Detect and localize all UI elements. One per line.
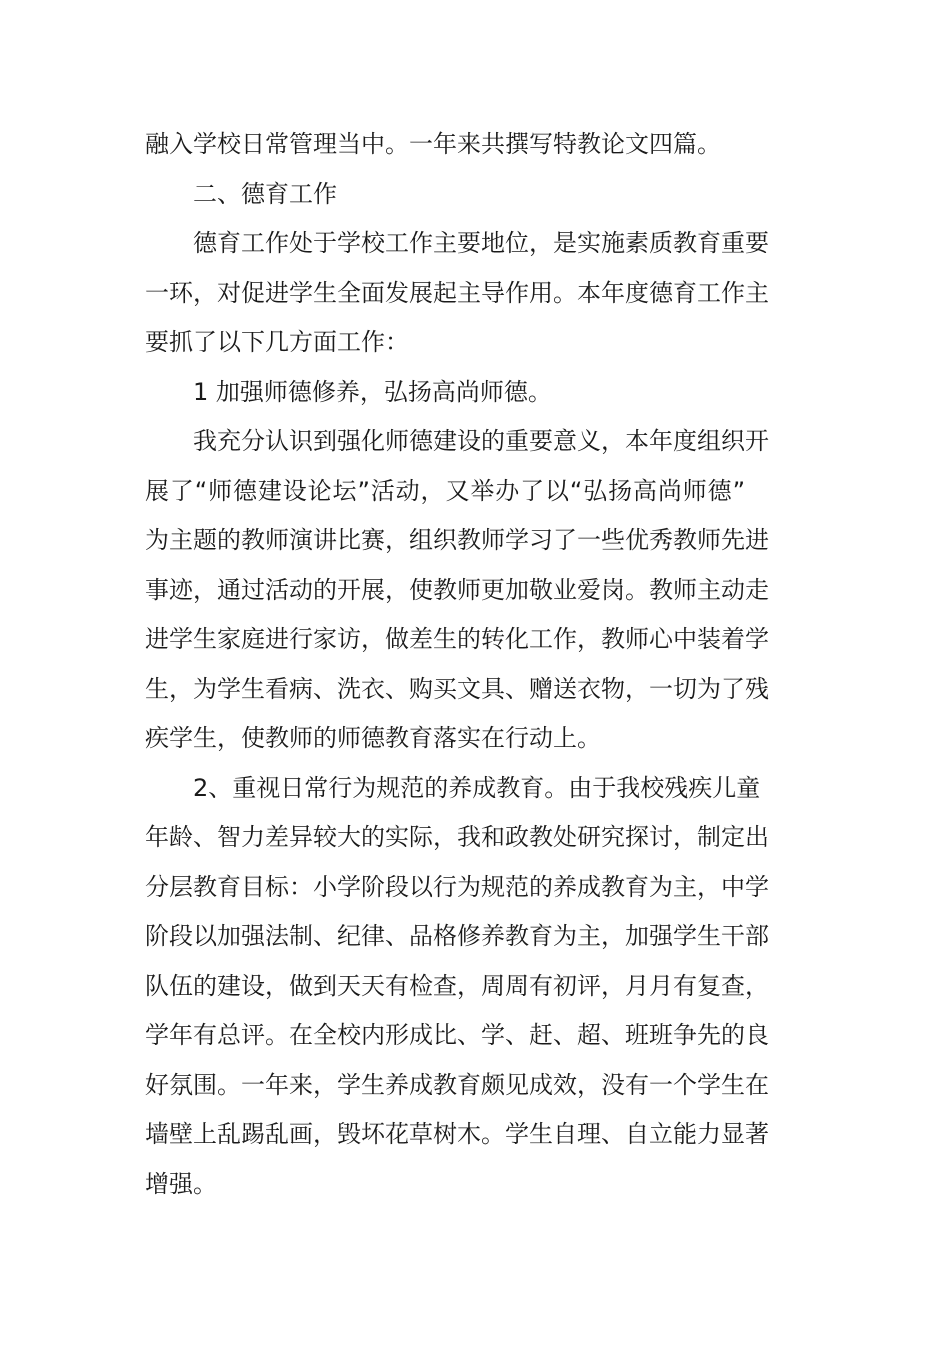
paragraph-line: 为主题的教师演讲比赛，组织教师学习了一些优秀教师先进 <box>145 526 769 554</box>
paragraph-line: 展了“师德建设论坛”活动，又举办了以“弘扬高尚师德” <box>145 476 745 505</box>
subsection-heading: 1 加强师德修养，弘扬高尚师德。 <box>193 377 552 406</box>
paragraph-line: 事迹，通过活动的开展，使教师更加敬业爱岗。教师主动走 <box>145 575 769 604</box>
paragraph-line: 队伍的建设，做到天天有检查，周周有初评，月月有复查， <box>145 971 769 1000</box>
paragraph-line: 我充分认识到强化师德建设的重要意义，本年度组织开 <box>193 427 769 455</box>
document-body <box>145 120 769 1209</box>
paragraph-line: 增强。 <box>145 1169 217 1198</box>
paragraph-line: 墙壁上乱踢乱画，毁坏花草树木。学生自理、自立能力显著 <box>145 1120 769 1148</box>
paragraph-line: 分层教育目标：小学阶段以行为规范的养成教育为主，中学 <box>145 872 769 901</box>
section-heading: 二、德育工作 <box>193 179 337 208</box>
paragraph-line: 要抓了以下几方面工作： <box>145 328 409 356</box>
paragraph-line: 疾学生，使教师的师德教育落实在行动上。 <box>145 724 601 752</box>
paragraph-line: 学年有总评。在全校内形成比、学、赶、超、班班争先的良 <box>145 1021 769 1049</box>
paragraph-line: 一环，对促进学生全面发展起主导作用。本年度德育工作主 <box>145 278 769 307</box>
paragraph-line: 年龄、智力差异较大的实际，我和政教处研究探讨，制定出 <box>145 823 769 851</box>
paragraph-line: 进学生家庭进行家访，做差生的转化工作，教师心中装着学 <box>145 625 769 653</box>
paragraph-line: 融入学校日常管理当中。一年来共撰写特教论文四篇。 <box>145 130 721 158</box>
paragraph-line: 德育工作处于学校工作主要地位，是实施素质教育重要 <box>193 229 769 257</box>
paragraph-line: 生，为学生看病、洗衣、购买文具、赠送衣物，一切为了残 <box>145 674 769 703</box>
paragraph-line: 好氛围。一年来，学生养成教育颇见成效，没有一个学生在 <box>145 1070 769 1099</box>
paragraph-line: 2、重视日常行为规范的养成教育。由于我校残疾儿童 <box>193 773 761 802</box>
paragraph-line: 阶段以加强法制、纪律、品格修养教育为主，加强学生干部 <box>145 922 769 950</box>
